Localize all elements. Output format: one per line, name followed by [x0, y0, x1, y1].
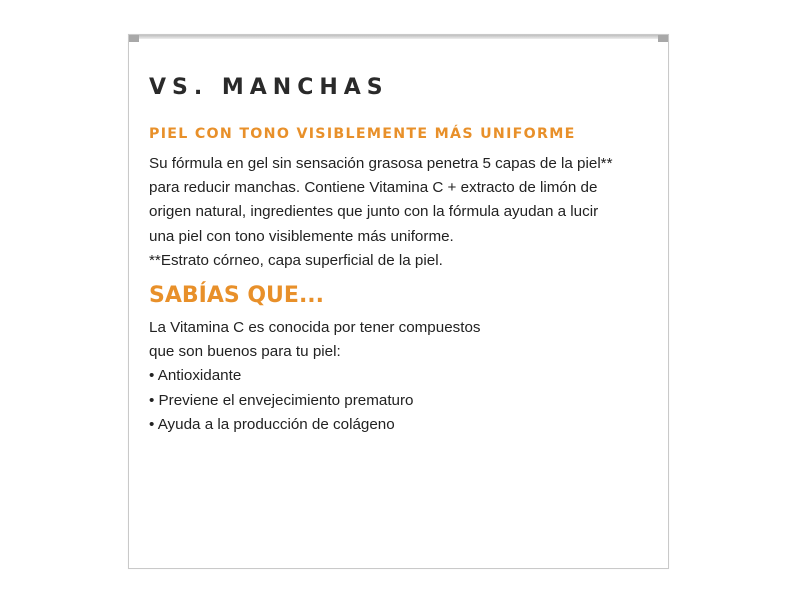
benefit-item: • Ayuda a la producción de colágeno — [149, 415, 395, 433]
card-content — [149, 75, 649, 437]
description-line: origen natural, ingredientes que junto con la fórmula ayudan a lucir — [149, 203, 599, 221]
description-line: para reducir manchas. Contiene Vitamina C + extracto de limón de — [149, 179, 598, 197]
sabias-intro-line: que son buenos para tu piel: — [149, 343, 341, 361]
sabias-intro-line: La Vitamina C es conocida por tener compuestos — [149, 319, 481, 337]
description-line: Su fórmula en gel sin sensación grasosa penetra 5 capas de la piel** — [149, 155, 613, 172]
sabias-intro — [149, 316, 649, 364]
product-info-card — [128, 34, 669, 569]
headline: VS. MANCHAS — [149, 75, 389, 100]
subheading: PIEL CON TONO VISIBLEMENTE MÁS UNIFORME — [149, 126, 576, 142]
footnote-line: **Estrato córneo, capa superficial de la piel. — [149, 251, 443, 269]
card-top-edge — [129, 35, 668, 39]
description-paragraph — [149, 152, 649, 273]
card-corner-right — [658, 35, 668, 42]
sabias-que-title: SABÍAS QUE... — [149, 283, 325, 309]
card-corner-left — [129, 35, 139, 42]
benefit-item: • Antioxidante — [149, 367, 242, 385]
description-line: una piel con tono visiblemente más uniforme. — [149, 227, 454, 245]
benefits-list — [149, 364, 649, 437]
benefit-item: • Previene el envejecimiento prematuro — [149, 391, 414, 409]
